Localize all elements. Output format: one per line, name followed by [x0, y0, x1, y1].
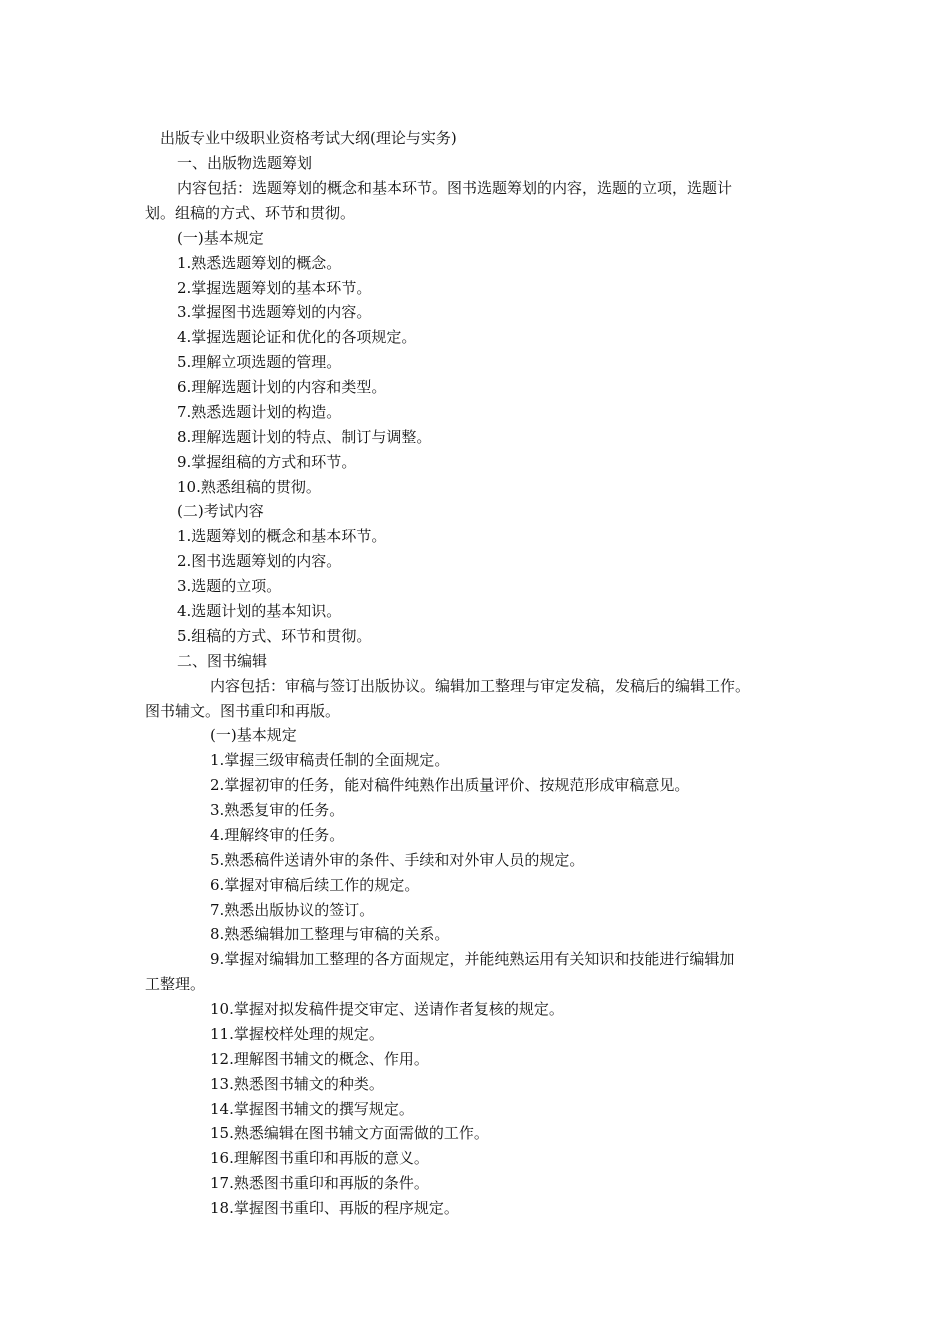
- list-item: 5.熟悉稿件送请外审的条件、手续和对外审人员的规定。: [210, 851, 585, 869]
- list-item: 9.掌握组稿的方式和环节。: [177, 453, 357, 471]
- list-item: 16.理解图书重印和再版的意义。: [210, 1149, 429, 1167]
- section1-intro-line2: 划。组稿的方式、环节和贯彻。: [145, 204, 356, 222]
- list-item: 8.理解选题计划的特点、制订与调整。: [177, 428, 432, 446]
- list-item: 4.掌握选题论证和优化的各项规定。: [177, 328, 417, 346]
- list-item: 4.理解终审的任务。: [210, 826, 345, 844]
- list-item: 18.掌握图书重印、再版的程序规定。: [210, 1199, 459, 1217]
- list-item: 7.熟悉出版协议的签订。: [210, 901, 375, 919]
- section2-heading: 二、图书编辑: [177, 652, 268, 670]
- list-item: 3.掌握图书选题筹划的内容。: [177, 303, 372, 321]
- list-item: 1.掌握三级审稿责任制的全面规定。: [210, 751, 450, 769]
- list-item: 3.熟悉复审的任务。: [210, 801, 345, 819]
- list-item: 2.图书选题筹划的内容。: [177, 552, 342, 570]
- list-item: 10.熟悉组稿的贯彻。: [177, 478, 321, 496]
- document-title: 出版专业中级职业资格考试大纲(理论与实务): [160, 129, 457, 147]
- list-item: 5.组稿的方式、环节和贯彻。: [177, 627, 372, 645]
- list-item: 13.熟悉图书辅文的种类。: [210, 1075, 384, 1093]
- list-item: 5.理解立项选题的管理。: [177, 353, 342, 371]
- list-item: 8.熟悉编辑加工整理与审稿的关系。: [210, 925, 450, 943]
- list-item: 14.掌握图书辅文的撰写规定。: [210, 1100, 414, 1118]
- list-item: 6.理解选题计划的内容和类型。: [177, 378, 387, 396]
- section1-heading: 一、出版物选题筹划: [177, 154, 313, 172]
- list-item: 17.熟悉图书重印和再版的条件。: [210, 1174, 429, 1192]
- section1-basic-heading: (一)基本规定: [177, 229, 264, 247]
- section1-intro-line1: 内容包括：选题筹划的概念和基本环节。图书选题筹划的内容，选题的立项，选题计: [177, 179, 733, 197]
- section2-intro-line1: 内容包括：审稿与签订出版协议。编辑加工整理与审定发稿，发稿后的编辑工作。: [210, 677, 751, 695]
- list-item: 2.掌握选题筹划的基本环节。: [177, 279, 372, 297]
- list-item: 10.掌握对拟发稿件提交审定、送请作者复核的规定。: [210, 1000, 564, 1018]
- list-item: 4.选题计划的基本知识。: [177, 602, 342, 620]
- list-item: 15.熟悉编辑在图书辅文方面需做的工作。: [210, 1124, 489, 1142]
- list-item: 1.熟悉选题筹划的概念。: [177, 254, 342, 272]
- list-item-line1: 9.掌握对编辑加工整理的各方面规定，并能纯熟运用有关知识和技能进行编辑加: [210, 950, 735, 968]
- section2-intro-line2: 图书辅文。图书重印和再版。: [145, 702, 341, 720]
- list-item: 3.选题的立项。: [177, 577, 282, 595]
- list-item: 11.掌握校样处理的规定。: [210, 1025, 384, 1043]
- section2-basic-heading: (一)基本规定: [210, 726, 297, 744]
- list-item-line2: 工整理。: [145, 975, 206, 993]
- list-item: 12.理解图书辅文的概念、作用。: [210, 1050, 429, 1068]
- list-item: 6.掌握对审稿后续工作的规定。: [210, 876, 420, 894]
- list-item: 1.选题筹划的概念和基本环节。: [177, 527, 387, 545]
- section1-exam-heading: (二)考试内容: [177, 502, 264, 520]
- list-item: 2.掌握初审的任务，能对稿件纯熟作出质量评价、按规范形成审稿意见。: [210, 776, 690, 794]
- list-item: 7.熟悉选题计划的构造。: [177, 403, 342, 421]
